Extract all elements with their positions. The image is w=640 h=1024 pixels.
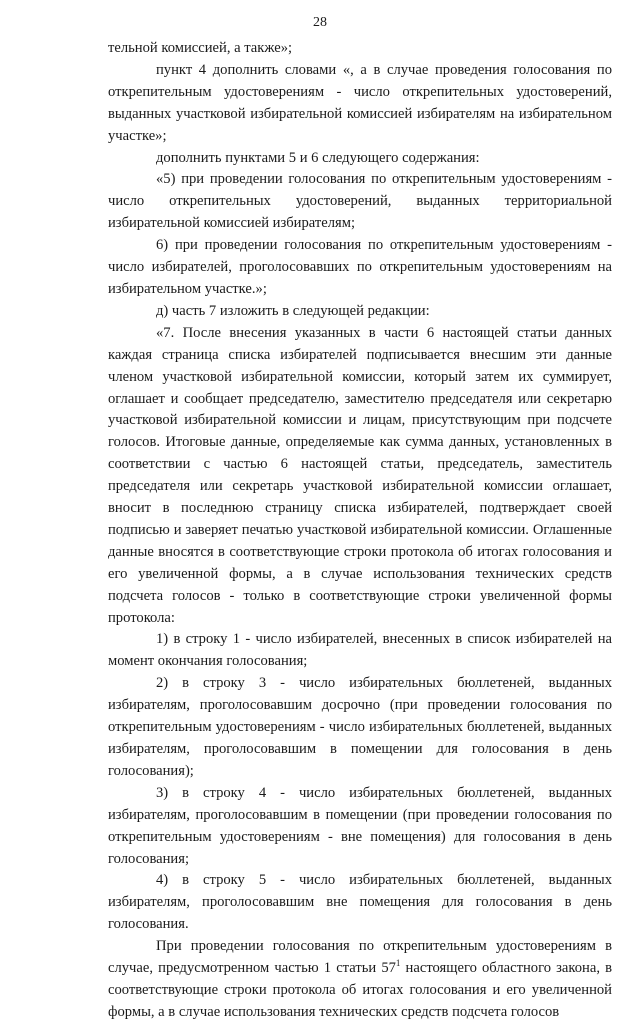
document-body [108, 38, 612, 1024]
paragraph: д) часть 7 изложить в следующей редакции: [156, 302, 430, 319]
paragraph: 6) при проведении голосования по открепительным удостоверениям - число избирателей, проголосовавших по открепительным удостоверениям на избирательном участке.»; [108, 237, 612, 297]
list-item: 3) в строку 4 - число избирательных бюллетеней, выданных избирателям, проголосовавшим в помещении (при проведении голосования по открепительным удостоверениям - вне помещения) для голосования в день голосования; [108, 784, 612, 867]
list-item: 4) в строку 5 - число избирательных бюллетеней, выданных избирателям, проголосовавшим вне помещения для голосования в день голосования. [108, 872, 612, 933]
page-number: 28 [313, 15, 327, 30]
paragraph: «5) при проведении голосования по открепительным удостоверениям - число открепительных удостоверений, выданных территориальной избирательной комиссией избирателям; [108, 171, 612, 232]
paragraph: пункт 4 дополнить словами «, а в случае проведения голосования по открепительным удостоверениям - число открепительных удостоверений, выданных участковой избирательной комиссией избирателям на избирательном участке»; [108, 61, 612, 144]
superscript-footnote-mark: 1 [395, 958, 401, 969]
paragraph-text-after: настоящего областного закона, в соответствующие строки протокола об итогах голосования и его увеличенной формы, а в случае использования технических средств подсчета голосов [108, 960, 612, 1020]
paragraph: «7. После внесения указанных в части 6 настоящей статьи данных каждая страница списка избирателей подписывается внесшим эти данные членом участковой избирательной комиссии, который затем их суммирует, оглашает и сообщает председателю, заместителю председателя или секретарю участковой избирательной комиссии и лицам, присутствующим при подсчете голосов. Итоговые данные, определяемые как сумма данных, установленных в соответствии с частью 6 настоящей статьи, председатель, заместитель председателя или секретарь участковой избирательной комиссии оглашает, вносит в последнюю страницу списка избирателей, подтверждает своей подписью и заверяет печатью участковой избирательной комиссии. Оглашенные данные вносятся в соответствующие строки протокола об итогах голосования и его увеличенной формы, а в случае использования технических средств подсчета голосов - только в соответствующие строки увеличенной формы протокола: [108, 324, 612, 626]
paragraph: дополнить пунктами 5 и 6 следующего содержания: [156, 149, 480, 166]
paragraph-last [108, 936, 612, 1024]
list-item: 2) в строку 3 - число избирательных бюллетеней, выданных избирателям, проголосовавшим досрочно (при проведении голосования по открепительным удостоверениям - число избирательных бюллетеней, выданных избирателям, проголосовавшим в помещении для голосования в день голосования); [108, 675, 612, 779]
paragraph-text-before: При проведении голосования по открепительным удостоверениям в случае, предусмотренном частью 1 статьи 57 [108, 938, 612, 977]
list-item: 1) в строку 1 - число избирателей, внесенных в список избирателей на момент окончания голосования; [108, 631, 612, 670]
paragraph: тельной комиссией, а также»; [108, 40, 293, 56]
